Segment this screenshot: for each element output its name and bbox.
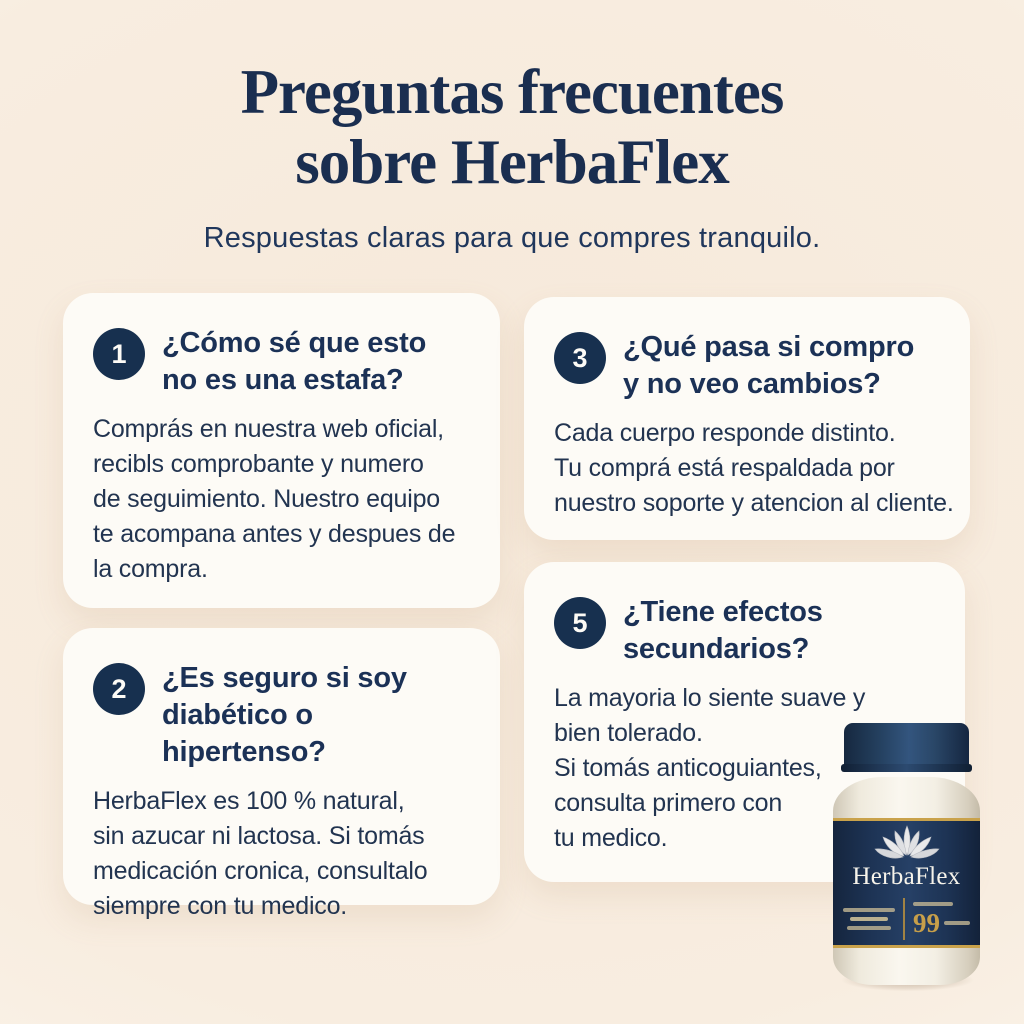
answer-line: Cada cuerpo responde distinto. <box>554 419 896 448</box>
question-number-badge: 5 <box>554 597 606 649</box>
question-answer <box>93 784 470 924</box>
question-title <box>623 594 823 668</box>
brand-name: HerbaFlex <box>852 863 961 890</box>
page-title <box>0 58 1024 198</box>
question-title-line: ¿Es seguro si soy <box>162 662 407 694</box>
capsule-count-block <box>913 902 970 937</box>
question-answer <box>554 416 954 521</box>
bottle-cap <box>844 723 969 770</box>
answer-line: Comprás en nuestra web oficial, <box>93 415 444 444</box>
answer-line: medicación cronica, consultalo <box>93 857 428 886</box>
question-title-line: no es una estafa? <box>162 364 404 397</box>
answer-line: HerbaFlex es 100 % natural, <box>93 787 405 816</box>
answer-line: siempre con tu medico. <box>93 892 348 921</box>
answer-line: te acompana antes y despues de <box>93 520 456 549</box>
answer-line: Tu comprá está respaldada por <box>554 454 895 483</box>
question-title <box>162 660 470 771</box>
answer-line: La mayoria lo siente suave y <box>554 684 866 713</box>
question-title-line: secundarios? <box>623 633 810 666</box>
bottle-body <box>833 777 980 985</box>
answer-line: sin azucar ni lactosa. Si tomás <box>93 822 425 851</box>
question-title-line: ¿Qué pasa si compro <box>623 331 915 363</box>
answer-line: recibls comprobante y numero <box>93 450 424 479</box>
question-answer <box>93 412 470 587</box>
answer-line: bien tolerado. <box>554 719 703 748</box>
answer-line: nuestro soporte y atencion al cliente. <box>554 489 954 518</box>
answer-line: de seguimiento. Nuestro equipo <box>93 485 441 514</box>
answer-line: Si tomás anticoguiantes, <box>554 754 822 783</box>
question-title-line: diabético o hipertenso? <box>162 699 326 769</box>
faq-card-3 <box>524 297 970 540</box>
question-number-badge: 1 <box>93 328 145 380</box>
page-subtitle: Respuestas claras para que compres tranquilo. <box>203 222 821 254</box>
faq-card-1 <box>63 293 500 608</box>
label-divider <box>903 898 905 940</box>
question-title <box>162 325 426 399</box>
question-number-badge: 3 <box>554 332 606 384</box>
page-title-line-2: sobre HerbaFlex <box>295 126 729 197</box>
question-title-line: ¿Cómo sé que esto <box>162 327 427 359</box>
lotus-icon <box>873 825 941 865</box>
question-title-line: ¿Tiene efectos <box>623 596 823 628</box>
page-title-line-1: Preguntas frecuentes <box>240 57 784 127</box>
product-bottle <box>833 723 980 985</box>
answer-line: tu medico. <box>554 824 668 853</box>
answer-line: la compra. <box>93 555 208 584</box>
capsule-count: 99 <box>913 907 940 938</box>
question-title <box>623 329 914 403</box>
question-title-line: y no veo cambios? <box>623 368 881 401</box>
question-number-badge: 2 <box>93 663 145 715</box>
answer-line: consulta primero con <box>554 789 783 818</box>
fine-print-text <box>843 908 895 930</box>
bottle-label <box>833 818 980 948</box>
faq-card-2 <box>63 628 500 921</box>
